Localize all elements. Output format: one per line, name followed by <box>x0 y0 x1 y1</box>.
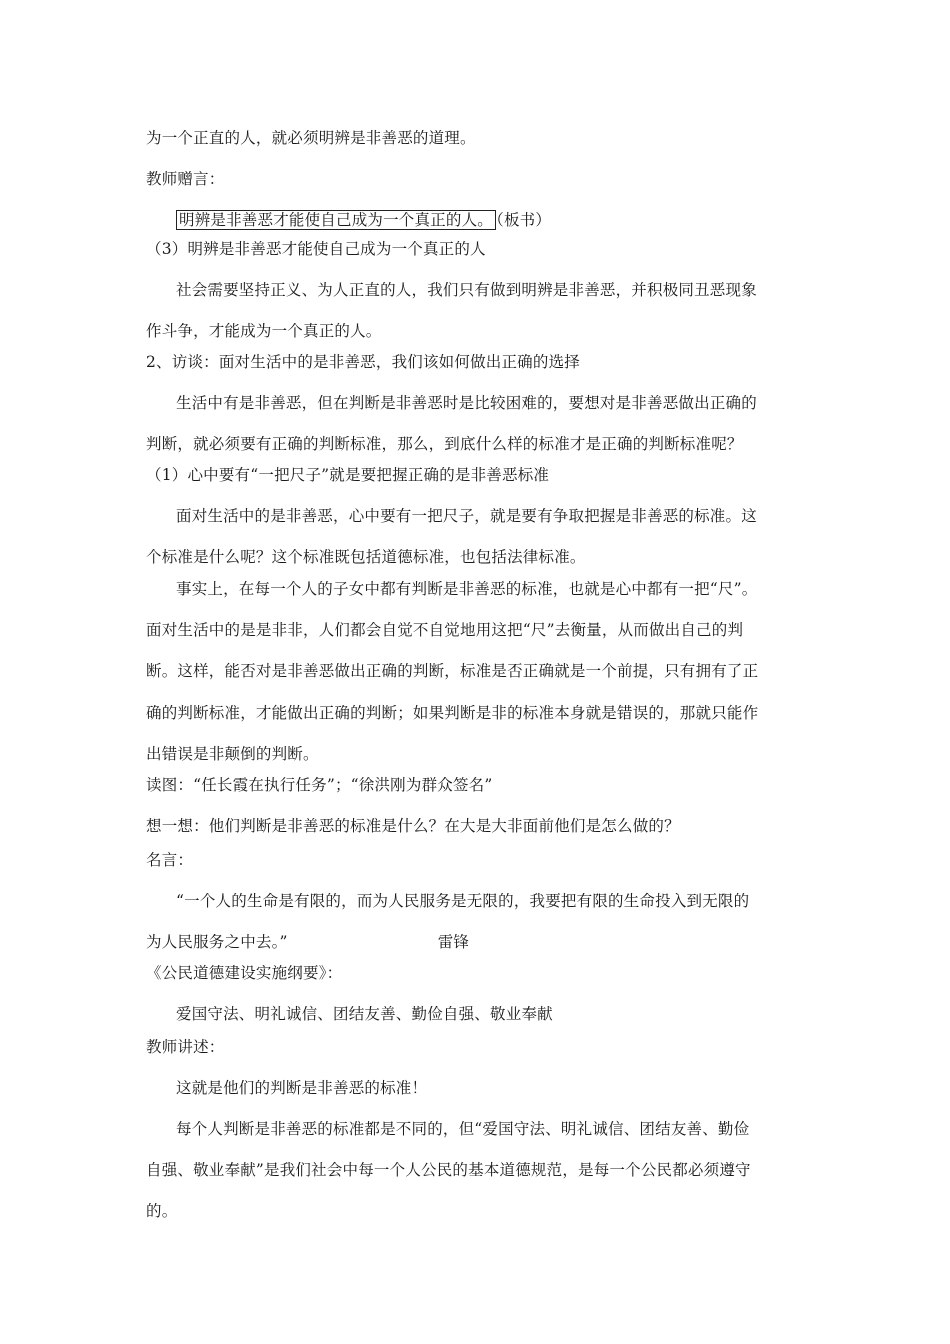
paragraph-line: 断。这样，能否对是非善恶做出正确的判断，标准是否正确就是一个前提，只有拥有了正 <box>146 662 759 680</box>
section-heading: （3）明辨是非善恶才能使自己成为一个真正的人 <box>146 240 486 258</box>
heading-teacher-talk: 教师讲述： <box>146 1038 225 1056</box>
paragraph-line: 出错误是非颠倒的判断。 <box>146 745 319 763</box>
quote-end: 为人民服务之中去。” <box>146 933 288 951</box>
heading-quote: 名言： <box>146 851 194 869</box>
quote-line: “一个人的生命是有限的，而为人民服务是无限的，我要把有限的生命投入到无限的 <box>176 892 750 910</box>
quote-line <box>146 932 469 952</box>
section-heading: 2、访谈：面对生活中的是非善恶，我们该如何做出正确的选择 <box>146 353 580 371</box>
paragraph-line: 自强、敬业奉献”是我们社会中每一个人公民的基本道德规范，是每一个公民都必须遵守 <box>146 1161 751 1179</box>
heading-teacher-message: 教师赠言： <box>146 170 225 188</box>
paragraph-line: 面对生活中的是是非非，人们都会自觉不自觉地用这把“尺”去衡量，从而做出自己的判 <box>146 621 744 639</box>
heading-outline: 《公民道德建设实施纲要》： <box>146 964 343 982</box>
picture-reading: 读图：“任长霞在执行任务”；“徐洪刚为群众签名” <box>146 776 493 794</box>
blackboard-note: （板书） <box>496 211 552 229</box>
paragraph-line: 这就是他们的判断是非善恶的标准！ <box>176 1079 428 1097</box>
paragraph-line: 判断，就必须要有正确的判断标准，那么，到底什么样的标准才是正确的判断标准呢？ <box>146 435 743 453</box>
think-question: 想一想：他们判断是非善恶的标准是什么？在大是大非面前他们是怎么做的？ <box>146 817 680 835</box>
paragraph-line: 作斗争，才能成为一个真正的人。 <box>146 322 382 340</box>
blackboard-line <box>176 210 551 230</box>
boxed-motto: 明辨是非善恶才能使自己成为一个真正的人。 <box>176 210 496 230</box>
paragraph-line: 的。 <box>146 1202 178 1220</box>
section-heading: （1）心中要有“一把尺子”就是要把握正确的是非善恶标准 <box>146 466 550 484</box>
paragraph-line: 生活中有是非善恶，但在判断是非善恶时是比较困难的，要想对是非善恶做出正确的 <box>176 394 757 412</box>
paragraph-line: 事实上，在每一个人的子女中都有判断是非善恶的标准，也就是心中都有一把“尺”。 <box>176 580 758 598</box>
paragraph-line: 面对生活中的是非善恶，心中要有一把尺子，就是要有争取把握是非善恶的标准。这 <box>176 507 757 525</box>
paragraph-line: 个标准是什么呢？这个标准既包括道德标准，也包括法律标准。 <box>146 548 586 566</box>
paragraph-line: 确的判断标准，才能做出正确的判断；如果判断是非的标准本身就是错误的，那就只能作 <box>146 704 759 722</box>
moral-norms: 爱国守法、明礼诚信、团结友善、勤俭自强、敬业奉献 <box>176 1005 553 1023</box>
paragraph-line: 社会需要坚持正义、为人正直的人，我们只有做到明辨是非善恶，并积极同丑恶现象 <box>176 281 757 299</box>
paragraph-line: 为一个正直的人，就必须明辨是非善恶的道理。 <box>146 129 476 147</box>
quote-author: 雷锋 <box>437 933 470 951</box>
paragraph-line: 每个人判断是非善恶的标准都是不同的，但“爱国守法、明礼诚信、团结友善、勤俭 <box>176 1120 750 1138</box>
